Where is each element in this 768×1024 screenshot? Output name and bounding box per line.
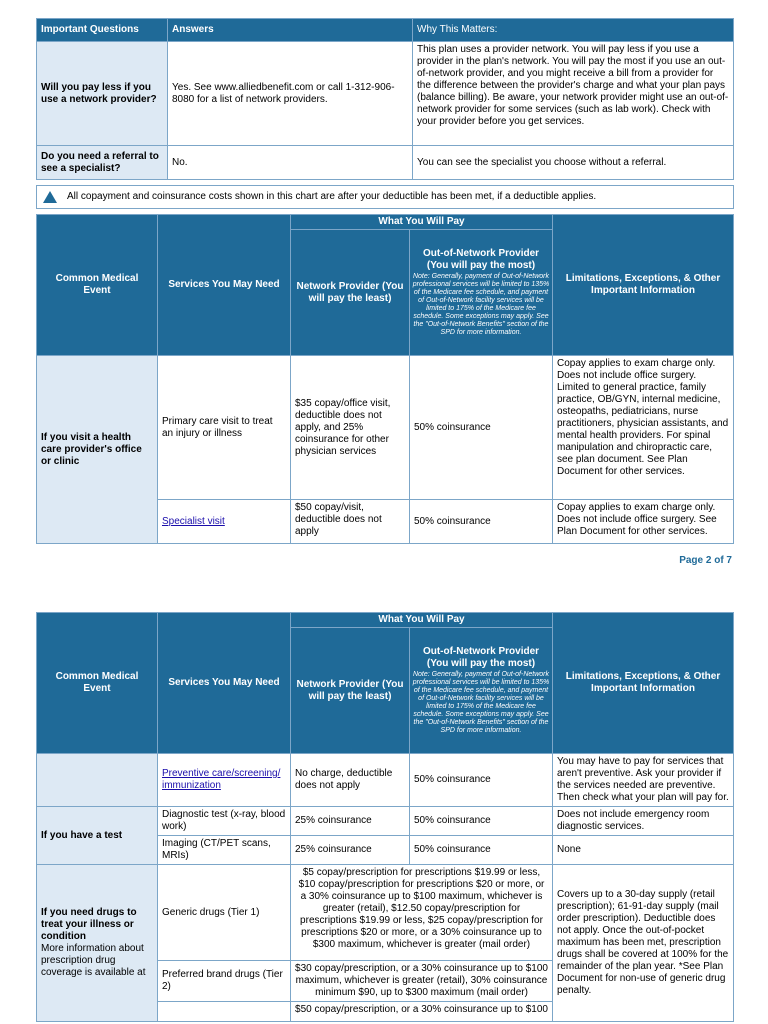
out-diagnostic: 50% coinsurance [410, 807, 553, 836]
answer-referral: No. [168, 146, 413, 180]
out-primary-care: 50% coinsurance [410, 356, 553, 500]
service-preferred-brand: Preferred brand drugs (Tier 2) [158, 961, 291, 1002]
benefits-table-page1 [36, 214, 734, 544]
service-preventive[interactable]: Preventive care/screening/ immunization [158, 754, 291, 807]
cost-generic: $5 copay/prescription for prescriptions $19.99 or less, $10 copay/prescription for prescriptions $20 or more, or a 30% coinsurance up to $100 maximum, whichever is greater (retail), $12.50 copay/prescription for prescriptions $19.99 or less, $25 copay/prescription for prescriptions $20 or more, or a 30% coinsurance up to $300 maximum, whichever is greater (mail order) [291, 865, 553, 961]
limits-imaging: None [553, 836, 734, 865]
service-imaging: Imaging (CT/PET scans, MRIs) [158, 836, 291, 865]
out-title: Out-of-Network Provider (You will pay the most) [422, 247, 540, 271]
service-primary-care: Primary care visit to treat an injury or illness [158, 356, 291, 500]
event-drugs-more: More information about prescription drug coverage is available at [41, 943, 146, 978]
header-limits-2: Limitations, Exceptions, & Other Important Information [553, 613, 734, 754]
header-limits: Limitations, Exceptions, & Other Important Information [553, 215, 734, 356]
event-test: If you have a test [37, 807, 158, 865]
limits-diagnostic: Does not include emergency room diagnostic services. [553, 807, 734, 836]
event-drugs-title: If you need drugs to treat your illness or condition [41, 907, 137, 942]
service-nonpreferred [158, 1002, 291, 1022]
out-title-2: Out-of-Network Provider (You will pay the most) [422, 645, 540, 669]
network-imaging: 25% coinsurance [291, 836, 410, 865]
service-generic: Generic drugs (Tier 1) [158, 865, 291, 961]
event-preventive [37, 754, 158, 807]
header-services: Services You May Need [158, 215, 291, 356]
event-office-visit: If you visit a health care provider's office or clinic [37, 356, 158, 544]
header-answers: Answers [168, 19, 413, 42]
header-out-of-network-2 [410, 628, 553, 754]
limits-specialist: Copay applies to exam charge only. Does not include office surgery. See Plan Document for other services. [553, 500, 734, 544]
event-drugs [37, 865, 158, 1022]
network-primary-care: $35 copay/office visit, deductible does not apply, and 25% coinsurance for other physician services [291, 356, 410, 500]
answer-network: Yes. See www.alliedbenefit.com or call 1-312-906-8080 for a list of network providers. [168, 42, 413, 146]
why-referral: You can see the specialist you choose without a referral. [413, 146, 734, 180]
limits-drugs: Covers up to a 30-day supply (retail prescription); 61-91-day supply (mail order prescription). Deductible does not apply. Once the out-of-pocket maximum has been met, prescription drugs shall be covered at 100% for the remainder of the plan year. *See Plan Document for non-use of generic drug penalty. [553, 865, 734, 1022]
out-note-2: Note: Generally, payment of Out-of-Network professional services will be limited to 135% of the Medicare fee schedule, and payment of Out-of-Network facility services will be limited to 175% of the Medicare fee schedule. Some exceptions may apply. See the "Out-of-Network Benefits" section of the SPD for more information. [412, 670, 550, 735]
cost-preferred-brand: $30 copay/prescription, or a 30% coinsurance up to $100 maximum, whichever is greater (retail), 30% coinsurance minimum $90, up to $300 maximum (mail order) [291, 961, 553, 1002]
warning-icon [43, 191, 57, 203]
network-diagnostic: 25% coinsurance [291, 807, 410, 836]
out-note: Note: Generally, payment of Out-of-Network professional services will be limited to 135% of the Medicare fee schedule, and payment of Out-of-Network facility services will be limited to 175% of the Medicare fee schedule. Some exceptions may apply. See the "Out-of-Network Benefits" section of the SPD for more information. [412, 272, 550, 337]
deductible-banner [36, 185, 734, 209]
out-specialist: 50% coinsurance [410, 500, 553, 544]
header-what-you-pay: What You Will Pay [291, 215, 553, 230]
service-diagnostic[interactable]: Diagnostic test (x-ray, blood work) [158, 807, 291, 836]
out-preventive: 50% coinsurance [410, 754, 553, 807]
header-network-2: Network Provider (You will pay the least) [291, 628, 410, 754]
header-why: Why This Matters: [413, 19, 734, 42]
header-what-you-pay-2: What You Will Pay [291, 613, 553, 628]
question-referral: Do you need a referral to see a specialist? [37, 146, 168, 180]
header-out-of-network [410, 230, 553, 356]
header-event: Common Medical Event [37, 215, 158, 356]
network-specialist: $50 copay/visit, deductible does not apply [291, 500, 410, 544]
header-network: Network Provider (You will pay the least) [291, 230, 410, 356]
service-specialist[interactable]: Specialist visit [158, 500, 291, 544]
why-network: This plan uses a provider network. You will pay less if you use a provider in the plan's network. You will pay the most if you use an out-of-network provider, and you might receive a bill from a provider for the difference between the provider's charge and what your plan pays (balance billing). Be aware, your network provider might use an out-of-network provider for some services (such as lab work). Check with your provider before you get services. [413, 42, 734, 146]
question-network: Will you pay less if you use a network provider? [37, 42, 168, 146]
header-event-2: Common Medical Event [37, 613, 158, 754]
limits-preventive: You may have to pay for services that aren't preventive. Ask your provider if the services needed are preventive. Then check what your plan will pay for. [553, 754, 734, 807]
important-questions-table [36, 18, 734, 180]
header-services-2: Services You May Need [158, 613, 291, 754]
benefits-table-page2 [36, 612, 734, 1022]
banner-text: All copayment and coinsurance costs shown in this chart are after your deductible has been met, if a deductible applies. [67, 191, 597, 202]
page-number: Page 2 of 7 [679, 555, 732, 566]
out-imaging: 50% coinsurance [410, 836, 553, 865]
cost-nonpreferred: $50 copay/prescription, or a 30% coinsurance up to $100 [291, 1002, 553, 1022]
network-preventive: No charge, deductible does not apply [291, 754, 410, 807]
limits-primary-care: Copay applies to exam charge only. Does not include office surgery. Limited to general practice, family practice, OB/GYN, internal medicine, osteopaths, pediatricians, nurse practitioners, physician assistants, and mental health providers. For spinal manipulation and chiropractic care, see plan document. See Plan Document for other services. [553, 356, 734, 500]
header-questions: Important Questions [37, 19, 168, 42]
